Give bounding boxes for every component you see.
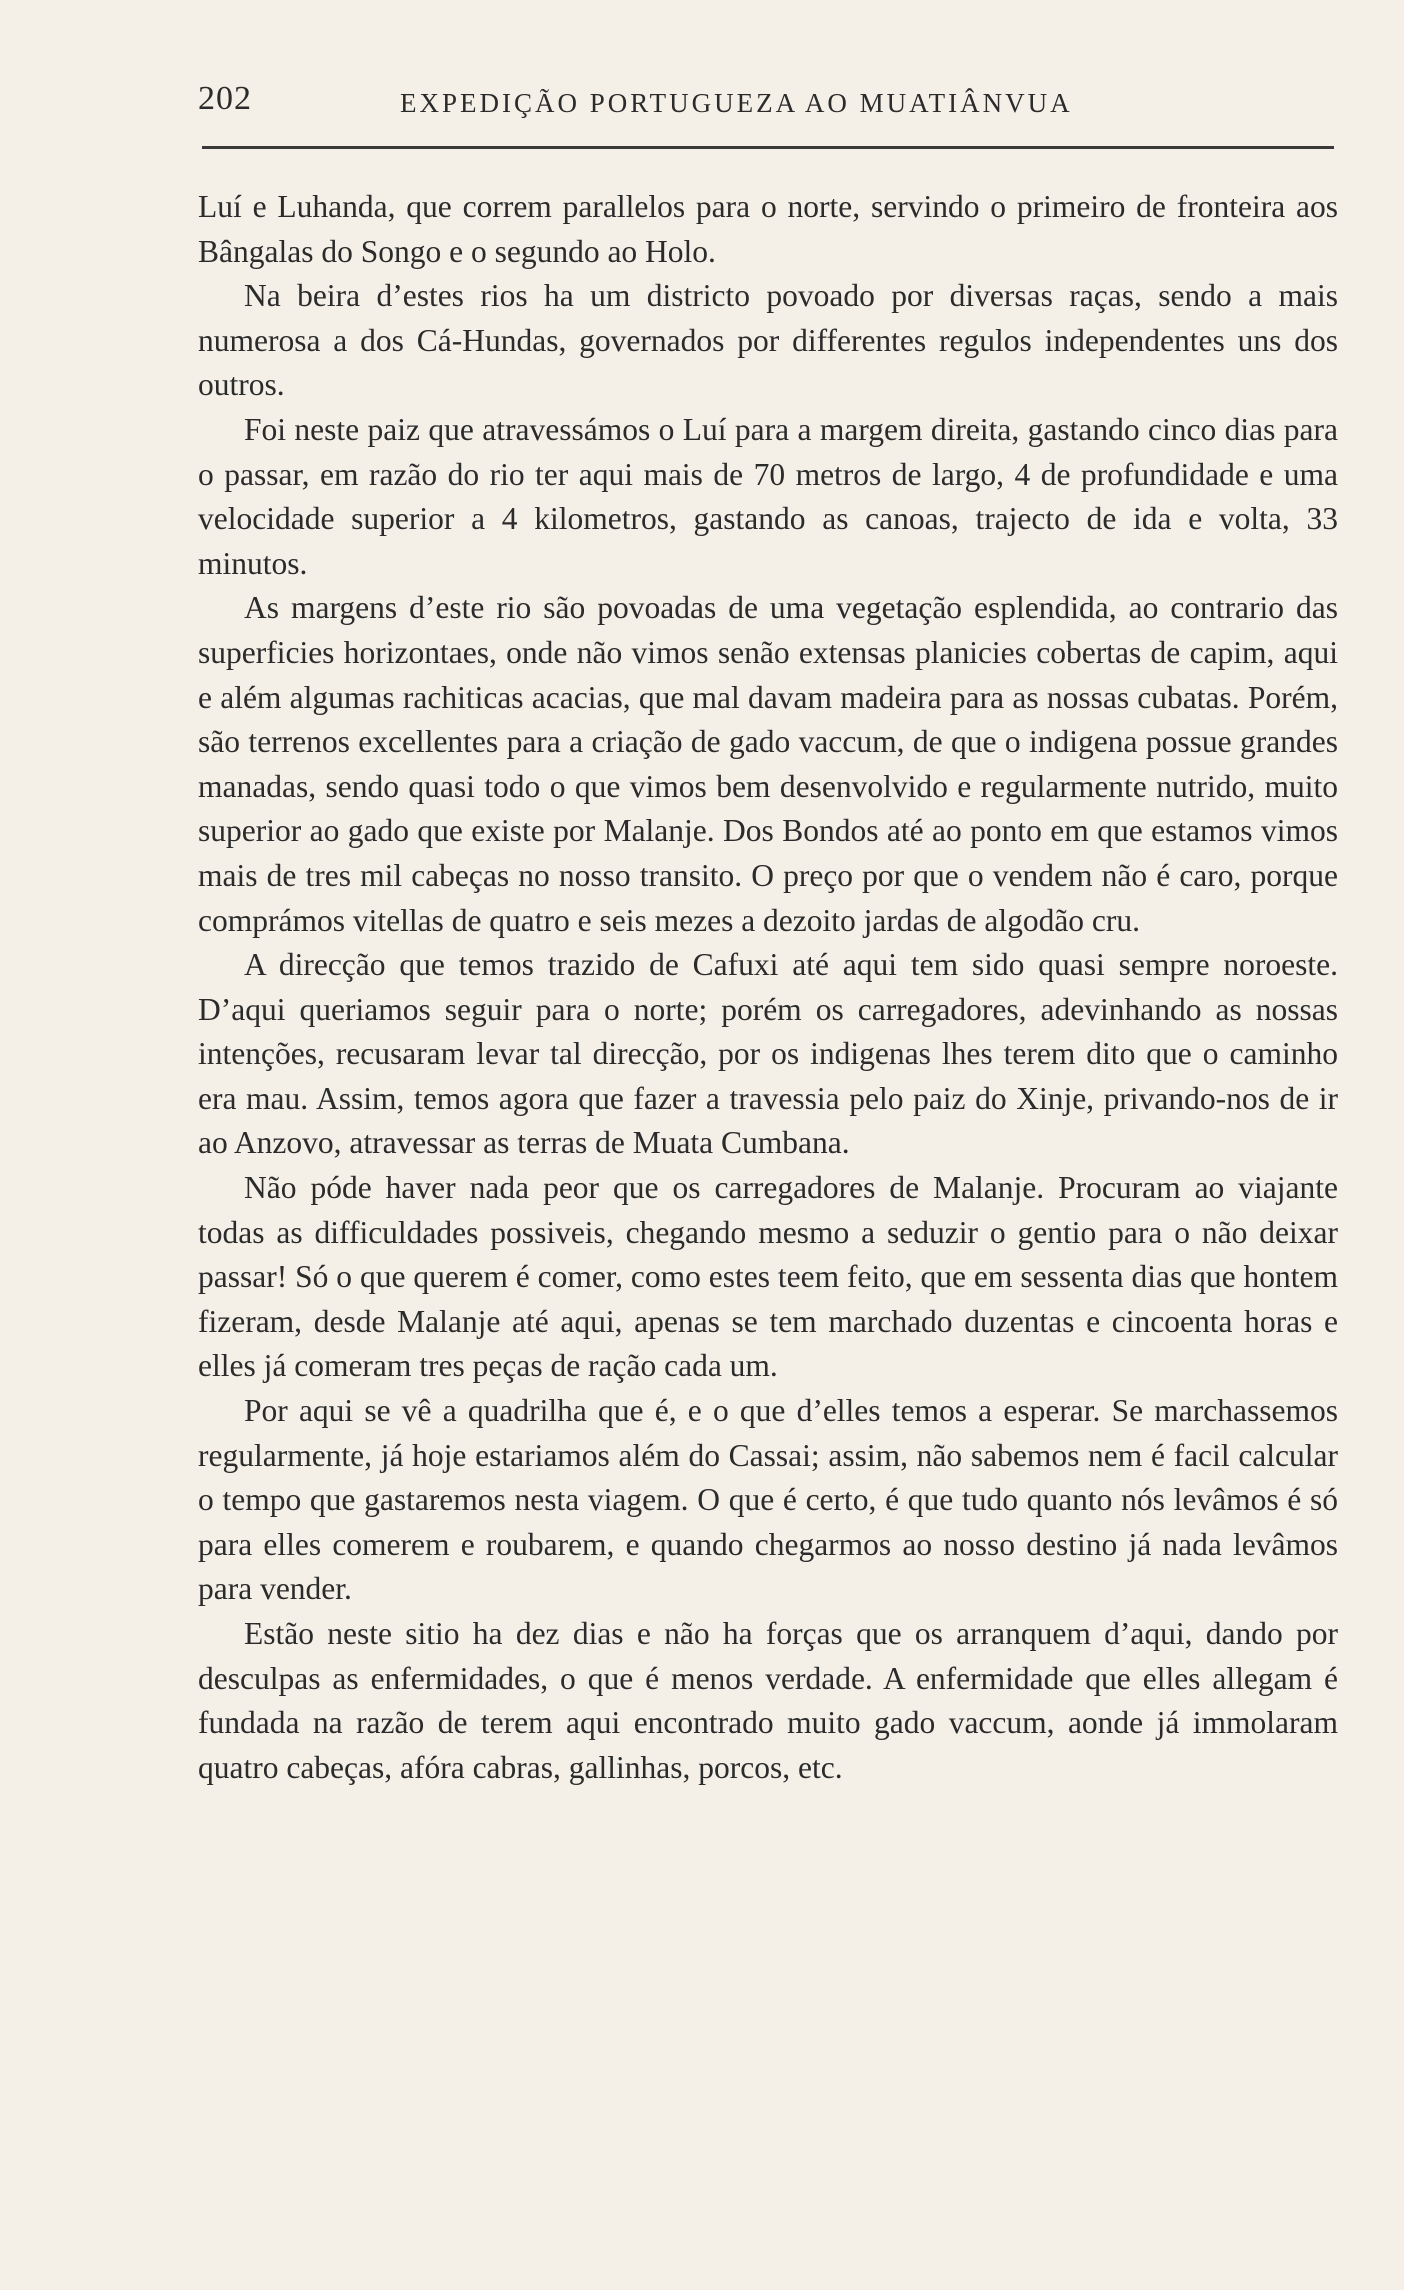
paragraph-6: Não póde haver nada peor que os carregadores de Malanje. Procuram ao viajante todas as difficuldades possiveis, chegando mesmo a seduzir o gentio para o não deixar passar! Só o que querem é comer, como estes teem feito, que em sessenta dias que hontem fizeram, desde Malanje até aqui, apenas se tem marchado duzentas e cincoenta horas e elles já comeram tres peças de ração cada um. (198, 1170, 1338, 1384)
paragraph-4: As margens d’este rio são povoadas de uma vegetação esplendida, ao contrario das superficies horizontaes, onde não vimos senão extensas planicies cobertas de capim, aqui e além algumas rachiticas acacias, que mal davam madeira para as nossas cubatas. Porém, são terrenos excellentes para a criação de gado vaccum, de que o indigena possue grandes manadas, sendo quasi todo o que vimos bem desenvolvido e regularmente nutrido, muito superior ao gado que existe por Malanje. Dos Bondos até ao ponto em que estamos vimos mais de tres mil cabeças no nosso transito. O preço por que o vendem não é caro, porque comprámos vitellas de quatro e seis mezes a dezoito jardas de algodão cru. (198, 590, 1338, 938)
page-number: 202 (198, 80, 252, 117)
paragraph-3: Foi neste paiz que atravessámos o Luí para a margem direita, gastando cinco dias para o passar, em razão do rio ter aqui mais de 70 metros de largo, 4 de profundidade e uma velocidade superior a 4 kilometros, gastando as canoas, trajecto de ida e volta, 33 minutos. (198, 411, 1338, 581)
running-title: EXPEDIÇÃO PORTUGUEZA AO MUATIÂNVUA (400, 88, 1073, 118)
page-header (198, 80, 1338, 130)
paragraph-5: A direcção que temos trazido de Cafuxi até aqui tem sido quasi sempre noroeste. D’aqui queriamos seguir para o norte; porém os carregadores, adevinhando as nossas intenções, recusaram levar tal direcção, por os indigenas lhes terem dito que o caminho era mau. Assim, temos agora que fazer a travessia pelo paiz do Xinje, privando-nos de ir ao Anzovo, atravessar as terras de Muata Cumbana. (198, 947, 1338, 1161)
header-rule (202, 146, 1334, 149)
paragraph-7: Por aqui se vê a quadrilha que é, e o que d’elles temos a esperar. Se marchassemos regularmente, já hoje estariamos além do Cassai; assim, não sabemos nem é facil calcular o tempo que gastaremos nesta viagem. O que é certo, é que tudo quanto nós levâmos é só para elles comerem e roubarem, e quando chegarmos ao nosso destino já nada levâmos para vender. (198, 1393, 1338, 1607)
body-text (198, 185, 1338, 1790)
paragraph-2: Na beira d’estes rios ha um districto povoado por diversas raças, sendo a mais numerosa a dos Cá-Hundas, governados por differentes regulos independentes uns dos outros. (198, 278, 1338, 403)
paragraph-1: Luí e Luhanda, que correm parallelos para o norte, servindo o primeiro de fronteira aos Bângalas do Songo e o segundo ao Holo. (198, 189, 1338, 269)
paragraph-8: Estão neste sitio ha dez dias e não ha forças que os arranquem d’aqui, dando por desculpas as enfermidades, o que é menos verdade. A enfermidade que elles allegam é fundada na razão de terem aqui encontrado muito gado vaccum, aonde já immolaram quatro cabeças, afóra cabras, gallinhas, porcos, etc. (198, 1616, 1338, 1785)
